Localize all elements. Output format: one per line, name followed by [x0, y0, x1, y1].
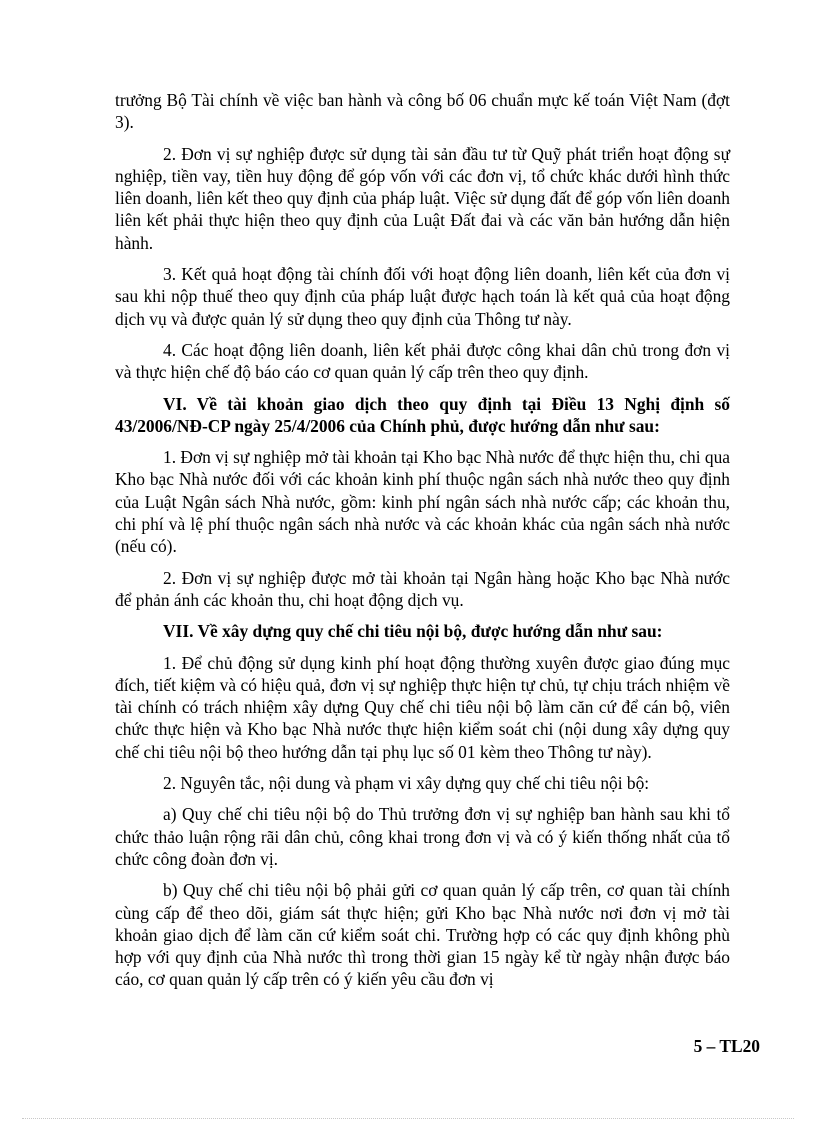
paragraph-continuation: trưởng Bộ Tài chính về việc ban hành và công bố 06 chuẩn mực kế toán Việt Nam (đợt 3).: [115, 90, 730, 133]
paragraph-item-2-capital-contribution: 2. Đơn vị sự nghiệp được sử dụng tài sản đầu tư từ Quỹ phát triển hoạt động sự nghiệp, tiền vay, tiền huy động để góp vốn với các đơn vị, tổ chức khác dưới hình thức liên doanh, liên kết theo quy định của pháp luật. Việc sử dụng đất để góp vốn liên doanh liên kết phải thực hiện theo quy định của Luật Đất đai và các văn bản hướng dẫn hiện hành.: [115, 143, 730, 253]
paragraph-vii-item-2: 2. Nguyên tắc, nội dung và phạm vi xây dựng quy chế chi tiêu nội bộ:: [163, 773, 650, 794]
paragraph-vi-item-1: 1. Đơn vị sự nghiệp mở tài khoản tại Kho bạc Nhà nước để thực hiện thu, chi qua Kho bạc Nhà nước đối với các khoản kinh phí thuộc ngân sách nhà nước theo quy định của Luật Ngân sách Nhà nước, gồm: kinh phí ngân sách nhà nước cấp; các khoản thu, chi phí và lệ phí thuộc ngân sách nhà nước và các khoản khác của ngân sách nhà nước (nếu có).: [115, 447, 730, 557]
paragraph-item-4-disclosure: 4. Các hoạt động liên doanh, liên kết phải được công khai dân chủ trong đơn vị và thực hiện chế độ báo cáo cơ quan quản lý cấp trên theo quy định.: [115, 339, 730, 383]
page-number: 5 – TL20: [693, 1036, 760, 1056]
paragraph-vi-item-2: 2. Đơn vị sự nghiệp được mở tài khoản tại Ngân hàng hoặc Kho bạc Nhà nước để phản ánh các khoản thu, chi hoạt động dịch vụ.: [115, 567, 730, 610]
paragraph-item-3-financial-results: 3. Kết quả hoạt động tài chính đối với hoạt động liên doanh, liên kết của đơn vị sau khi nộp thuế theo quy định của pháp luật được hạch toán là kết quả của hoạt động dịch vụ và được quản lý sử dụng theo quy định của Thông tư này.: [115, 264, 730, 329]
page-bottom-divider: [22, 1118, 794, 1119]
section-heading-vi: VI. Về tài khoản giao dịch theo quy định tại Điều 13 Nghị định số 43/2006/NĐ-CP ngày 25/4/2006 của Chính phủ, được hướng dẫn như sau:: [115, 393, 730, 436]
paragraph-vii-item-1: 1. Để chủ động sử dụng kinh phí hoạt động thường xuyên được giao đúng mục đích, tiết kiệm và có hiệu quả, đơn vị sự nghiệp thực hiện tự chủ, tự chịu trách nhiệm về tài chính có trách nhiệm xây dựng Quy chế chi tiêu nội bộ làm căn cứ để cán bộ, viên chức thực hiện và Kho bạc Nhà nước thực hiện kiểm soát chi (nội dung xây dựng quy chế chi tiêu nội bộ theo hướng dẫn tại phụ lục số 01 kèm theo Thông tư này).: [115, 652, 730, 762]
paragraph-vii-item-2a: a) Quy chế chi tiêu nội bộ do Thủ trưởng đơn vị sự nghiệp ban hành sau khi tổ chức thảo luận rộng rãi dân chủ, công khai trong đơn vị và có ý kiến thống nhất của tổ chức công đoàn đơn vị.: [115, 804, 730, 869]
document-body: [115, 89, 730, 1000]
section-heading-vii: VII. Về xây dựng quy chế chi tiêu nội bộ, được hướng dẫn như sau:: [163, 621, 663, 642]
paragraph-vii-item-2b: b) Quy chế chi tiêu nội bộ phải gửi cơ quan quản lý cấp trên, cơ quan tài chính cùng cấp để theo dõi, giám sát thực hiện; gửi Kho bạc Nhà nước nơi đơn vị mở tài khoản giao dịch để làm căn cứ kiểm soát chi. Trường hợp có các quy định không phù hợp với quy định của Nhà nước thì trong thời gian 15 ngày kể từ ngày nhận được báo cáo, cơ quan quản lý cấp trên có ý kiến yêu cầu đơn vị: [115, 880, 730, 990]
